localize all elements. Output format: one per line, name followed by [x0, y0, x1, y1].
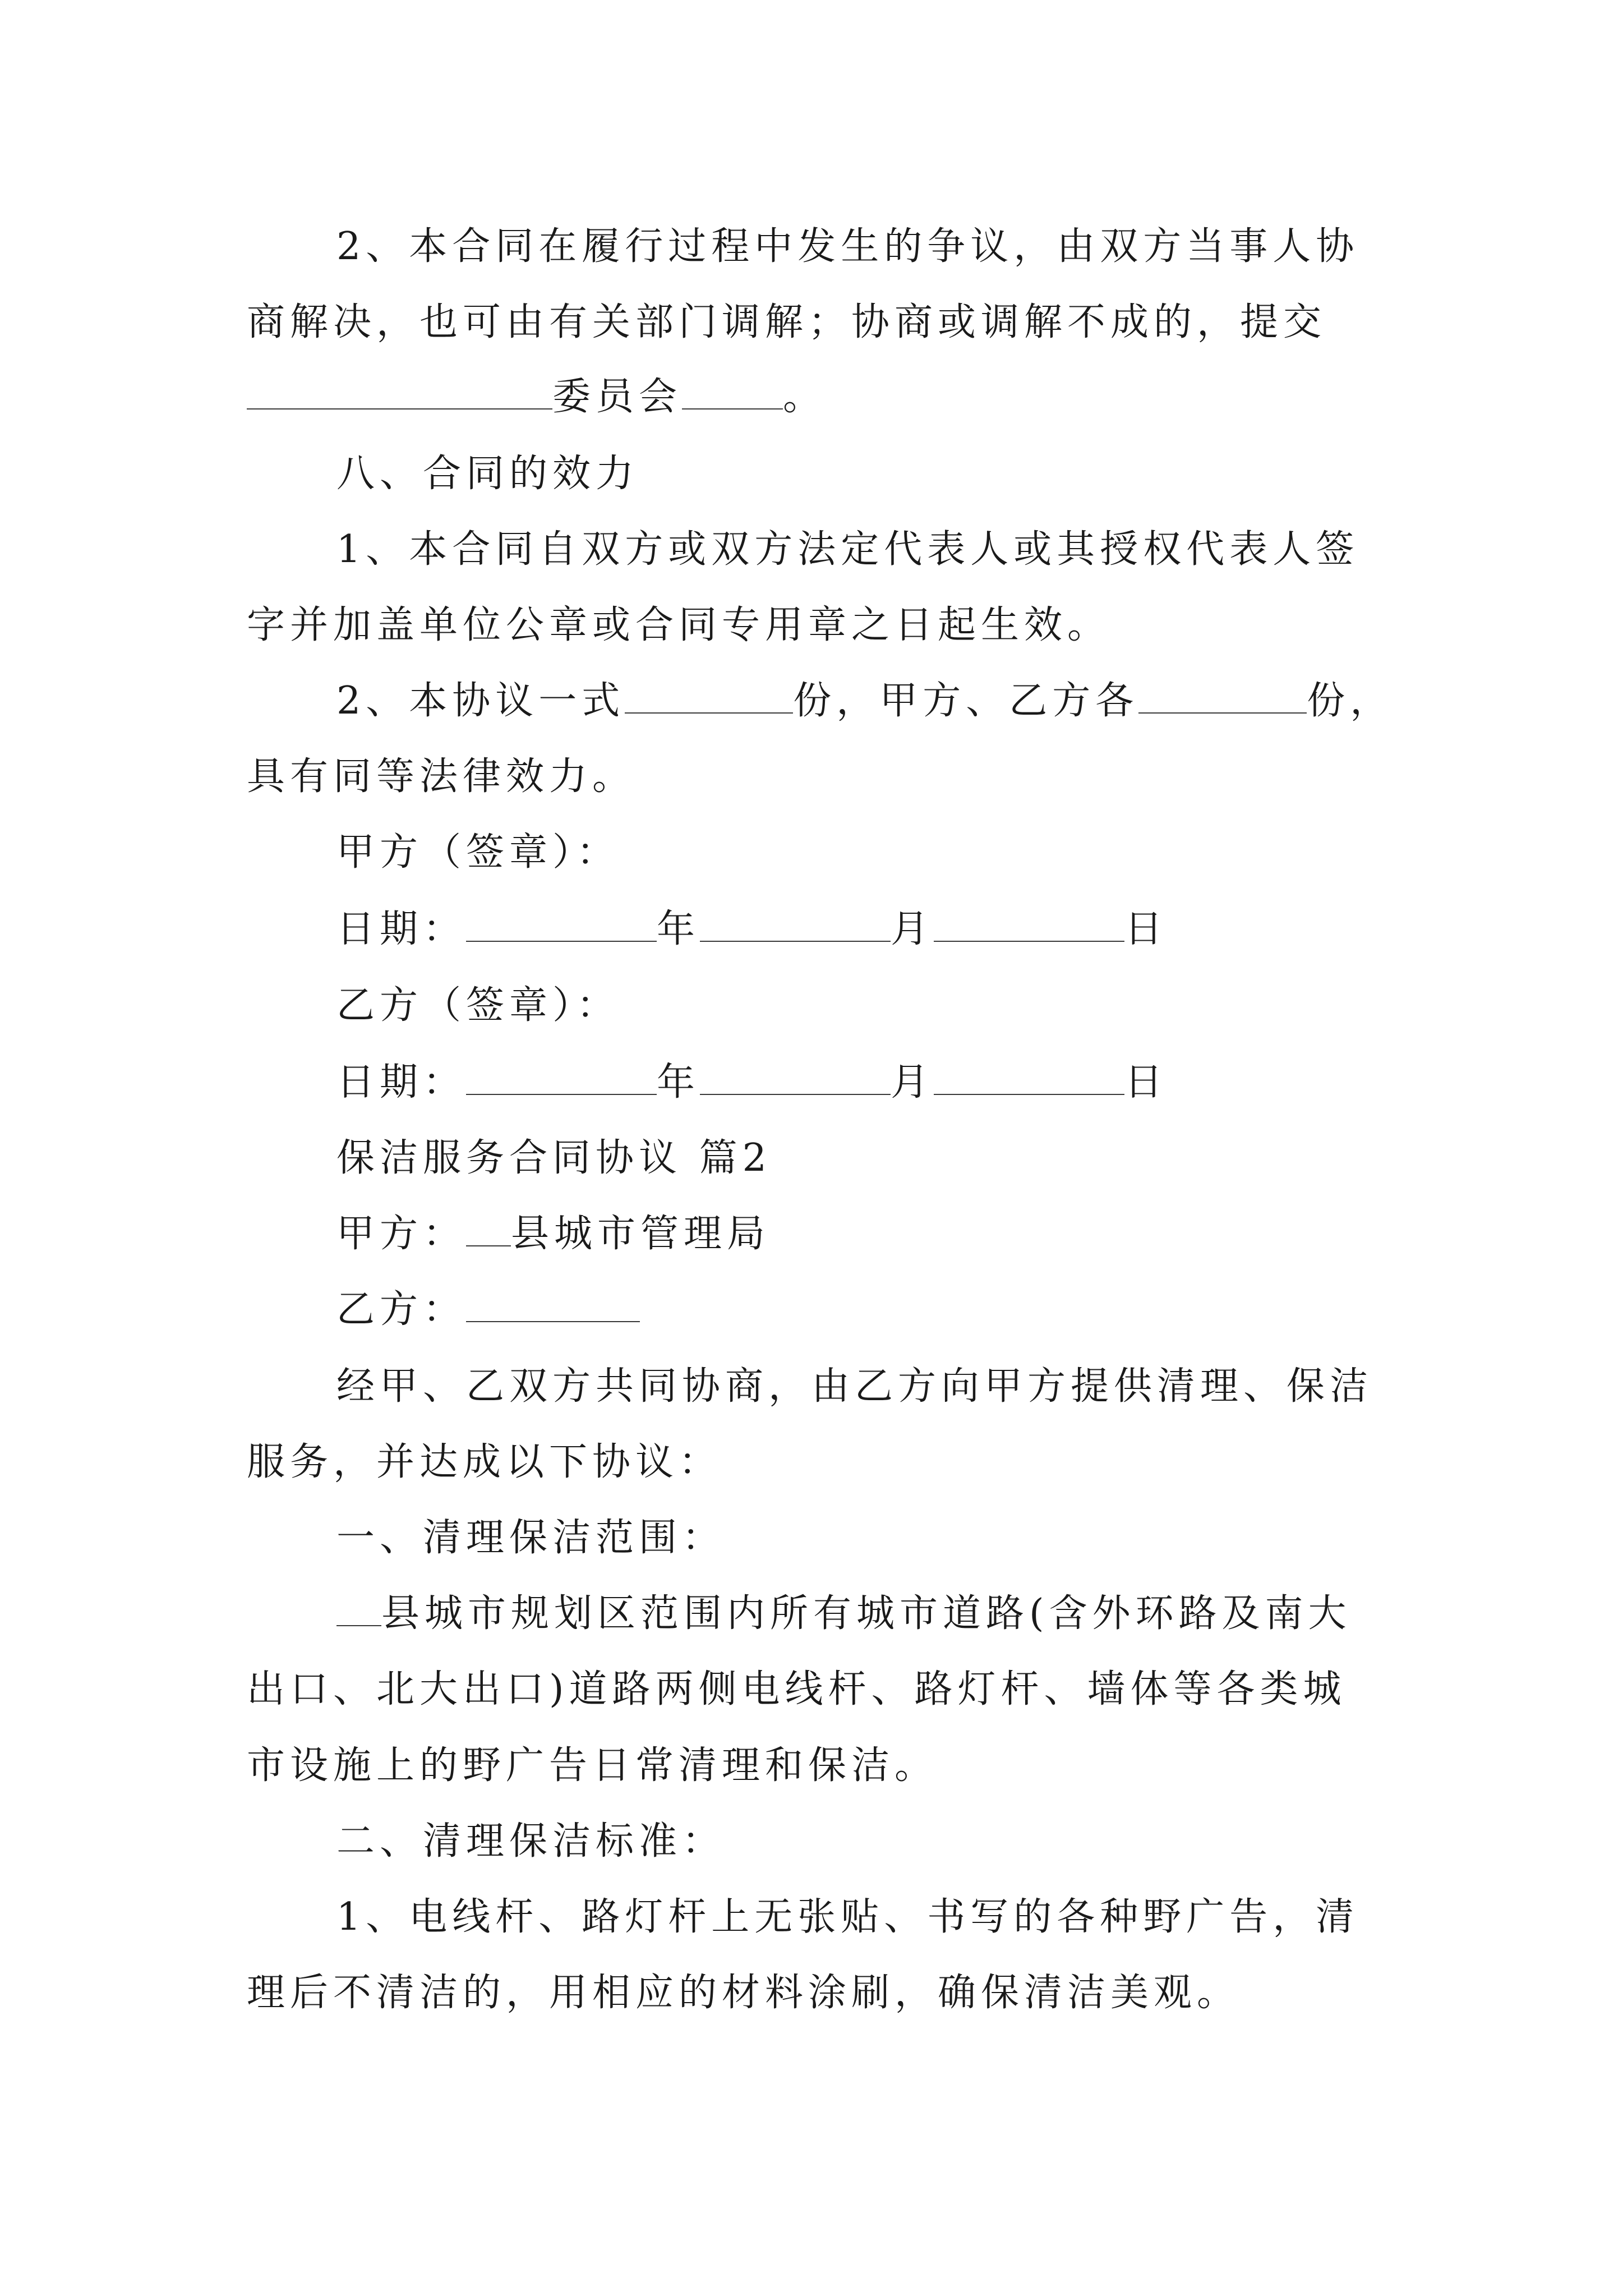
scope-text: 县城市规划区范围内所有城市道路(含外环路及南大: [381, 1591, 1352, 1636]
party-b-date: [336, 1057, 1168, 1108]
date-label: 日期：: [336, 1060, 467, 1105]
section-1-title: 一、清理保洁范围：: [336, 1516, 726, 1560]
clause-8-1-line2: 字并加盖单位公章或合同专用章之日起生效。: [247, 603, 1111, 647]
county-blank: [336, 1590, 381, 1626]
clause-8-2-line2: 具有同等法律效力。: [247, 754, 636, 799]
party-a-line: [336, 1209, 770, 1259]
year-label: 年: [657, 1060, 700, 1105]
county-blank: [466, 1211, 511, 1246]
month-label: 月: [891, 907, 934, 951]
contract-heading-2: 保洁服务合同协议 篇2: [336, 1136, 772, 1180]
standard-line1: 1、电线杆、路灯杆上无张贴、书写的各种野广告，清: [336, 1895, 1359, 1939]
clause-8-1-line1: 1、本合同自双方或双方法定代表人或其授权代表人签: [336, 527, 1359, 572]
party-b-line: [336, 1285, 640, 1335]
copies-text-a: 2、本协议一式: [336, 679, 625, 723]
month-blank: [700, 1059, 891, 1095]
day-blank: [934, 1059, 1124, 1095]
scope-line1: [336, 1589, 1352, 1639]
date-label: 日期：: [336, 907, 467, 951]
day-label: 日: [1124, 907, 1168, 951]
clause-7-2-line2: 商解决，也可由有关部门调解；协商或调解不成的，提交: [247, 300, 1327, 344]
day-label: 日: [1124, 1060, 1168, 1105]
arbitration-blank: [247, 374, 552, 409]
year-blank: [466, 1059, 657, 1095]
copies-text-b: 份，甲方、乙方各: [793, 679, 1139, 723]
month-blank: [700, 906, 891, 942]
standard-line2: 理后不清洁的，用相应的材料涂刷，确保清洁美观。: [247, 1971, 1241, 2015]
party-b-label: 乙方：: [336, 1287, 467, 1332]
clause-8-2-line1: [336, 676, 1393, 726]
intro-line1: 经甲、乙双方共同协商，由乙方向甲方提供清理、保洁: [336, 1364, 1373, 1409]
section-2-title: 二、清理保洁标准：: [336, 1819, 726, 1864]
year-blank: [466, 906, 657, 942]
copies-each-blank: [1138, 678, 1307, 714]
party-b-signature: 乙方（签章）：: [336, 983, 620, 1028]
party-a-date: [336, 904, 1168, 955]
scope-line3: 市设施上的野广告日常清理和保洁。: [247, 1743, 938, 1788]
section-8-title: 八、合同的效力: [336, 452, 639, 496]
committee-blank: [682, 374, 783, 409]
party-a-label: 甲方：: [336, 1212, 467, 1256]
committee-text: 委员会: [552, 375, 683, 419]
scope-line2: 出口、北大出口)道路两侧电线杆、路灯杆、墙体等各类城: [247, 1667, 1347, 1711]
party-a-signature: 甲方（签章）：: [336, 830, 620, 875]
intro-line2: 服务，并达成以下协议：: [247, 1440, 722, 1484]
party-a-name: 县城市管理局: [511, 1212, 771, 1256]
year-label: 年: [657, 907, 700, 951]
clause-end-mark: 。: [783, 375, 827, 419]
clause-7-2-line1: 2、本合同在履行过程中发生的争议，由双方当事人协: [336, 224, 1359, 269]
day-blank: [934, 906, 1124, 942]
clause-7-2-line3: [247, 372, 826, 422]
party-b-blank: [466, 1286, 640, 1322]
copies-text-c: 份，: [1307, 679, 1394, 723]
copies-total-blank: [625, 678, 793, 714]
month-label: 月: [891, 1060, 934, 1105]
